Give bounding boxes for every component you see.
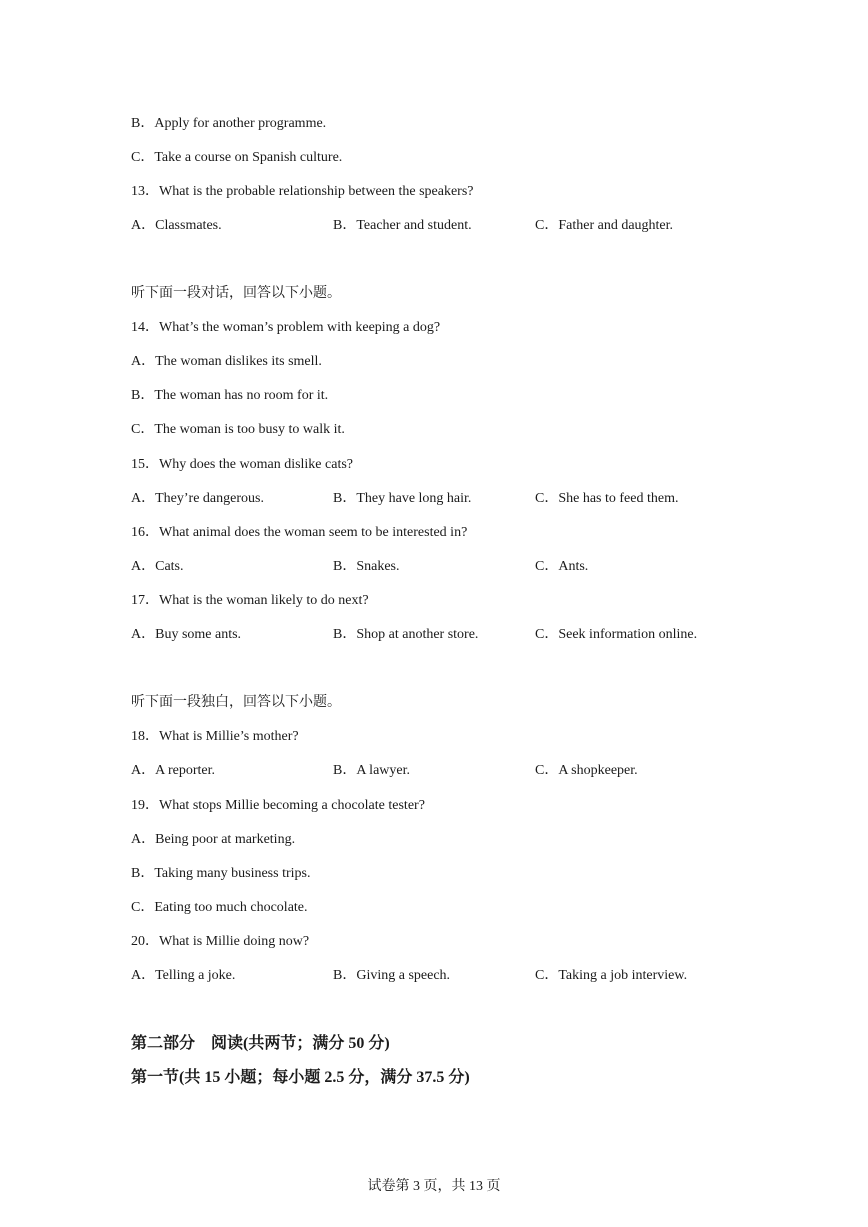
page-footer: 试卷第 3 页，共 13 页 <box>367 1179 501 1194</box>
q17-option-c: C．Seek information online. <box>535 627 698 642</box>
q20-option-b: B．Giving a speech. <box>333 968 451 983</box>
q14-option-c: C．The woman is too busy to walk it. <box>131 422 345 437</box>
q12-option-c: C．Take a course on Spanish culture. <box>131 150 343 165</box>
q12-option-b: B．Apply for another programme. <box>131 116 327 131</box>
part2-title: 第二部分 阅读(共两节；满分 50 分) <box>131 1035 390 1052</box>
q20-option-c: C．Taking a job interview. <box>535 968 688 983</box>
q18-option-a: A．A reporter. <box>131 763 215 778</box>
q18-options <box>131 761 731 781</box>
q20-option-a: A．Telling a joke. <box>131 968 236 983</box>
dialogue-instruction: 听下面一段对话，回答以下小题。 <box>131 286 341 301</box>
q19-option-b: B．Taking many business trips. <box>131 866 311 881</box>
q15-question: 15．Why does the woman dislike cats? <box>131 457 354 472</box>
q16-option-b: B．Snakes. <box>333 559 400 574</box>
q19-option-a: A．Being poor at marketing. <box>131 832 296 847</box>
q13-option-b: B．Teacher and student. <box>333 218 472 233</box>
q17-option-a: A．Buy some ants. <box>131 627 242 642</box>
q15-option-c: C．She has to feed them. <box>535 491 679 506</box>
q18-option-b: B．A lawyer. <box>333 763 410 778</box>
q19-question: 19．What stops Millie becoming a chocolate tester? <box>131 798 425 813</box>
q15-option-a: A．They’re dangerous. <box>131 491 264 506</box>
q18-question: 18．What is Millie’s mother? <box>131 729 299 744</box>
q16-question: 16．What animal does the woman seem to be interested in? <box>131 525 468 540</box>
q13-option-c: C．Father and daughter. <box>535 218 674 233</box>
q16-option-c: C．Ants. <box>535 559 589 574</box>
q14-option-a: A．The woman dislikes its smell. <box>131 354 322 369</box>
part2-section1-title: 第一节(共 15 小题；每小题 2.5 分，满分 37.5 分) <box>131 1069 470 1086</box>
q14-option-b: B．The woman has no room for it. <box>131 388 329 403</box>
q14-question: 14．What’s the woman’s problem with keeping a dog? <box>131 320 441 335</box>
monologue-instruction: 听下面一段独白，回答以下小题。 <box>131 695 341 710</box>
q13-options <box>131 216 731 236</box>
q20-options <box>131 966 731 986</box>
q20-question: 20．What is Millie doing now? <box>131 934 310 949</box>
q18-option-c: C．A shopkeeper. <box>535 763 638 778</box>
q15-option-b: B．They have long hair. <box>333 491 472 506</box>
q17-option-b: B．Shop at another store. <box>333 627 479 642</box>
q13-option-a: A．Classmates. <box>131 218 222 233</box>
q16-option-a: A．Cats. <box>131 559 184 574</box>
q17-options <box>131 625 731 645</box>
q15-options <box>131 489 731 509</box>
q17-question: 17．What is the woman likely to do next? <box>131 593 369 608</box>
q16-options <box>131 557 731 577</box>
q13-question: 13．What is the probable relationship between the speakers? <box>131 184 474 199</box>
q19-option-c: C．Eating too much chocolate. <box>131 900 308 915</box>
